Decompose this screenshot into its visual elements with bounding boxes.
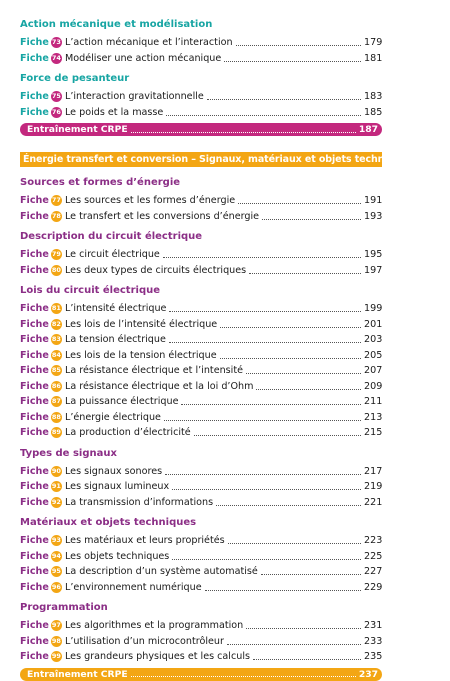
entry-title: Les signaux sonores <box>65 465 163 477</box>
entry-title: Modéliser une action mécanique <box>65 52 222 64</box>
entry-page: 217 <box>364 465 383 477</box>
entry-title: Le poids et la masse <box>65 106 164 118</box>
fiche-label <box>20 651 65 662</box>
entry-title: Les objets techniques <box>65 550 170 562</box>
fiche-label <box>20 37 65 48</box>
section-title: Force de pesanteur <box>20 73 130 84</box>
toc-entry[interactable] <box>20 564 382 580</box>
fiche-number-badge: 98 <box>51 636 61 645</box>
part-banner: Énergie transfert et conversion – Signaux, matériaux et objets techniques <box>20 152 382 167</box>
toc-entry[interactable] <box>20 425 382 441</box>
toc-entry[interactable] <box>20 533 382 549</box>
dot-leader <box>249 273 361 274</box>
entry-page: 183 <box>364 91 383 103</box>
entry-title: L’interaction gravitationnelle <box>65 91 204 103</box>
fiche-label <box>20 636 65 647</box>
fiche-label <box>20 265 65 276</box>
fiche-word: Fiche <box>20 318 49 330</box>
fiche-word: Fiche <box>20 427 49 439</box>
fiche-label <box>20 365 65 376</box>
dot-leader <box>253 659 361 660</box>
toc-entry[interactable] <box>20 634 382 650</box>
fiche-word: Fiche <box>20 651 49 663</box>
entry-page: 219 <box>364 481 383 493</box>
fiche-word: Fiche <box>20 37 49 49</box>
entry-title: Le circuit électrique <box>65 249 160 261</box>
fiche-number-badge: 82 <box>51 319 61 328</box>
fiche-number-badge: 83 <box>51 335 61 344</box>
entry-page: 231 <box>364 620 383 632</box>
entry-page: 185 <box>364 106 383 118</box>
section-title: Matériaux et objets techniques <box>20 517 197 528</box>
entry-page: 215 <box>364 427 383 439</box>
fiche-word: Fiche <box>20 264 49 276</box>
fiche-word: Fiche <box>20 465 49 477</box>
entry-page: 201 <box>364 318 383 330</box>
toc-entry[interactable] <box>20 464 382 480</box>
entry-title: Les matériaux et leurs propriétés <box>65 535 225 547</box>
toc-entry[interactable] <box>20 580 382 596</box>
fiche-label <box>20 334 65 345</box>
entry-title: La résistance électrique et la loi d’Ohm <box>65 380 254 392</box>
training-page: 187 <box>358 124 378 135</box>
dot-leader <box>246 373 361 374</box>
fiche-label <box>20 551 65 562</box>
toc-entry[interactable] <box>20 263 382 279</box>
entry-page: 199 <box>364 303 383 315</box>
fiche-label <box>20 396 65 407</box>
toc-entry[interactable] <box>20 479 382 495</box>
fiche-label <box>20 427 65 438</box>
fiche-number-badge: 88 <box>51 412 61 421</box>
toc-entry[interactable] <box>20 618 382 634</box>
fiche-word: Fiche <box>20 411 49 423</box>
toc-entry[interactable] <box>20 379 382 395</box>
fiche-number-badge: 90 <box>51 466 61 475</box>
training-link-part1[interactable] <box>20 123 382 136</box>
dot-leader <box>220 327 361 328</box>
entry-title: La tension électrique <box>65 334 166 346</box>
toc-entry[interactable] <box>20 495 382 511</box>
fiche-word: Fiche <box>20 380 49 392</box>
fiche-number-badge: 74 <box>51 53 61 62</box>
fiche-number-badge: 89 <box>51 428 61 437</box>
fiche-label <box>20 53 65 64</box>
fiche-word: Fiche <box>20 91 49 103</box>
toc-entry[interactable] <box>20 332 382 348</box>
entry-page: 233 <box>364 635 383 647</box>
entry-page: 197 <box>364 264 383 276</box>
toc-entry[interactable] <box>20 35 382 51</box>
toc-entry[interactable] <box>20 209 382 225</box>
fiche-number-badge: 96 <box>51 582 61 591</box>
entry-page: 213 <box>364 411 383 423</box>
entry-title: La production d’électricité <box>65 427 191 439</box>
fiche-label <box>20 481 65 492</box>
dot-leader <box>207 99 361 100</box>
entry-title: L’action mécanique et l’interaction <box>65 37 233 49</box>
dot-leader <box>228 543 361 544</box>
fiche-number-badge: 78 <box>51 211 61 220</box>
section-title: Types de signaux <box>20 447 117 459</box>
dot-leader <box>216 505 361 506</box>
fiche-word: Fiche <box>20 210 49 222</box>
dot-leader <box>172 489 361 490</box>
entry-page: 195 <box>364 249 383 261</box>
dot-leader <box>261 574 361 575</box>
fiche-label <box>20 412 65 423</box>
dot-leader <box>166 115 361 116</box>
toc-entry[interactable] <box>20 363 382 379</box>
dot-leader <box>164 420 361 421</box>
part-mechanics <box>20 18 382 120</box>
fiche-word: Fiche <box>20 496 49 508</box>
dot-leader <box>220 358 361 359</box>
dot-leader <box>169 342 361 343</box>
fiche-word: Fiche <box>20 195 49 207</box>
entry-title: L’environnement numérique <box>65 581 202 593</box>
entry-title: Les deux types de circuits électriques <box>65 264 247 276</box>
entry-title: Les grandeurs physiques et les calculs <box>65 651 250 663</box>
entry-title: La transmission d’informations <box>65 496 214 508</box>
fiche-label <box>20 381 65 392</box>
entry-page: 221 <box>364 496 383 508</box>
fiche-label <box>20 466 65 477</box>
fiche-word: Fiche <box>20 581 49 593</box>
toc-entry[interactable] <box>20 317 382 333</box>
entry-page: 207 <box>364 365 383 377</box>
entry-title: Les lois de la tension électrique <box>65 349 217 361</box>
entry-page: 225 <box>364 550 383 562</box>
section-title: Programmation <box>20 602 108 613</box>
entry-page: 179 <box>364 37 383 49</box>
fiche-number-badge: 76 <box>51 107 61 116</box>
fiche-number-badge: 91 <box>51 482 61 491</box>
toc-entry[interactable] <box>20 193 382 209</box>
toc-entry[interactable] <box>20 549 382 565</box>
entry-page: 211 <box>364 396 383 408</box>
fiche-number-badge: 75 <box>51 92 61 101</box>
toc-entry[interactable] <box>20 348 382 364</box>
entry-title: Les algorithmes et la programmation <box>65 620 244 632</box>
dot-leader <box>165 474 361 475</box>
fiche-label <box>20 249 65 260</box>
dot-leader <box>238 203 361 204</box>
fiche-word: Fiche <box>20 52 49 64</box>
toc-entry[interactable] <box>20 89 382 105</box>
entry-page: 223 <box>364 535 383 547</box>
fiche-number-badge: 77 <box>51 196 61 205</box>
fiche-number-badge: 81 <box>51 304 61 313</box>
entry-title: Les lois de l’intensité électrique <box>65 318 218 330</box>
dot-leader <box>131 676 356 677</box>
fiche-word: Fiche <box>20 635 49 647</box>
entry-title: La résistance électrique et l’intensité <box>65 365 244 377</box>
fiche-number-badge: 80 <box>51 265 61 274</box>
entry-page: 191 <box>364 195 383 207</box>
fiche-word: Fiche <box>20 550 49 562</box>
fiche-label <box>20 582 65 593</box>
entry-page: 209 <box>364 380 383 392</box>
fiche-label <box>20 535 65 546</box>
toc-entry[interactable] <box>20 394 382 410</box>
fiche-word: Fiche <box>20 365 49 377</box>
toc-entry[interactable] <box>20 105 382 121</box>
entry-title: L’utilisation d’un microcontrôleur <box>65 635 224 647</box>
entry-title: L’énergie électrique <box>65 411 161 423</box>
training-link-part2[interactable] <box>20 668 382 681</box>
toc-entry[interactable] <box>20 51 382 67</box>
fiche-number-badge: 97 <box>51 621 61 630</box>
dot-leader <box>131 132 356 133</box>
fiche-label <box>20 91 65 102</box>
fiche-number-badge: 92 <box>51 497 61 506</box>
entry-page: 203 <box>364 334 383 346</box>
part-energy <box>20 176 382 665</box>
dot-leader <box>262 219 361 220</box>
fiche-word: Fiche <box>20 396 49 408</box>
fiche-number-badge: 95 <box>51 567 61 576</box>
dot-leader <box>256 389 361 390</box>
training-page: 237 <box>358 668 378 680</box>
entry-page: 181 <box>364 52 383 64</box>
fiche-number-badge: 87 <box>51 397 61 406</box>
fiche-label <box>20 303 65 314</box>
dot-leader <box>169 311 361 312</box>
fiche-word: Fiche <box>20 535 49 547</box>
dot-leader <box>205 590 361 591</box>
fiche-label <box>20 350 65 361</box>
entry-page: 229 <box>364 581 383 593</box>
fiche-number-badge: 73 <box>51 38 61 47</box>
fiche-number-badge: 84 <box>51 350 61 359</box>
fiche-label <box>20 497 65 508</box>
entry-title: L’intensité électrique <box>65 303 167 315</box>
fiche-word: Fiche <box>20 620 49 632</box>
dot-leader <box>227 644 361 645</box>
dot-leader <box>181 404 361 405</box>
fiche-word: Fiche <box>20 303 49 315</box>
toc-entry[interactable] <box>20 410 382 426</box>
entry-page: 227 <box>364 566 383 578</box>
fiche-number-badge: 85 <box>51 366 61 375</box>
toc-entry[interactable] <box>20 301 382 317</box>
section-title: Action mécanique et modélisation <box>20 19 213 30</box>
section-title: Lois du circuit électrique <box>20 285 161 296</box>
entry-page: 235 <box>364 651 383 663</box>
fiche-label <box>20 211 65 222</box>
fiche-word: Fiche <box>20 249 49 261</box>
table-of-contents <box>20 12 413 681</box>
fiche-label <box>20 319 65 330</box>
entry-title: Le transfert et les conversions d’énergie <box>65 210 260 222</box>
fiche-number-badge: 99 <box>51 652 61 661</box>
dot-leader <box>236 45 361 46</box>
toc-entry[interactable] <box>20 247 382 263</box>
fiche-label <box>20 566 65 577</box>
dot-leader <box>194 435 361 436</box>
fiche-word: Fiche <box>20 566 49 578</box>
entry-title: Les signaux lumineux <box>65 481 170 493</box>
training-label: Entraînement CRPE <box>27 124 128 135</box>
fiche-label <box>20 107 65 118</box>
dot-leader <box>172 559 361 560</box>
dot-leader <box>246 628 361 629</box>
entry-title: La description d’un système automatisé <box>65 566 258 578</box>
toc-entry[interactable] <box>20 649 382 665</box>
entry-title: La puissance électrique <box>65 396 179 408</box>
fiche-word: Fiche <box>20 334 49 346</box>
fiche-word: Fiche <box>20 349 49 361</box>
fiche-number-badge: 93 <box>51 536 61 545</box>
fiche-word: Fiche <box>20 106 49 118</box>
training-label: Entraînement CRPE <box>27 668 128 680</box>
dot-leader <box>224 61 361 62</box>
fiche-number-badge: 86 <box>51 381 61 390</box>
fiche-number-badge: 79 <box>51 250 61 259</box>
fiche-word: Fiche <box>20 481 49 493</box>
fiche-label <box>20 195 65 206</box>
fiche-number-badge: 94 <box>51 551 61 560</box>
section-title: Description du circuit électrique <box>20 231 203 242</box>
section-title: Sources et formes d’énergie <box>20 177 181 188</box>
entry-page: 193 <box>364 210 383 222</box>
entry-page: 205 <box>364 349 383 361</box>
entry-title: Les sources et les formes d’énergie <box>65 195 236 207</box>
dot-leader <box>163 257 361 258</box>
